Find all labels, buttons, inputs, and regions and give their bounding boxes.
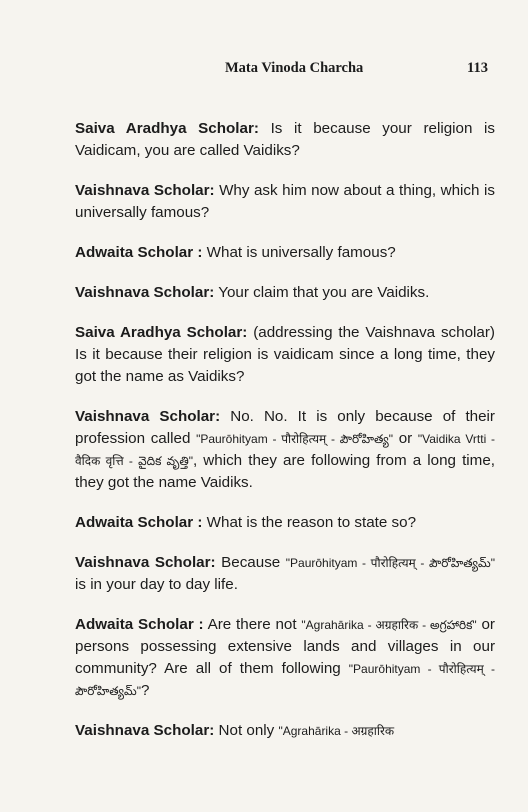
dialogue-paragraph — [75, 552, 495, 596]
speaker-name: Vaishnava Scholar: — [75, 408, 221, 425]
speaker-name: Adwaita Scholar : — [75, 616, 204, 633]
speaker-name: Saiva Aradhya Scholar: — [75, 120, 259, 137]
quoted-term: "Paurōhityam - पौरोहित्यम् - పౌరోహిత్యమ్" — [75, 662, 495, 698]
dialogue-paragraph — [75, 118, 495, 162]
speaker-name: Vaishnava Scholar: — [75, 284, 215, 301]
quoted-term: "Agrahārika - अग्रहारिक - అగ్రహారిక" — [301, 618, 477, 632]
speech-text: is in your day to day life. — [75, 576, 238, 593]
quoted-term: "Agrahārika - अग्रहारिक — [278, 724, 395, 738]
speaker-name: Saiva Aradhya Scholar: — [75, 324, 248, 341]
quoted-term: "Paurōhityam - पौरोहित्यम् - పౌరోహిత్య" — [196, 432, 394, 446]
speech-text: Because — [221, 554, 281, 571]
dialogue-paragraph — [75, 720, 495, 742]
speaker-name: Adwaita Scholar : — [75, 244, 203, 261]
speech-text: (addressing the Vaishnava scholar) Is it because their religion is vaidicam since a long time, they got the name as Vaidiks? — [75, 324, 495, 385]
speaker-name: Vaishnava Scholar: — [75, 722, 215, 739]
speech-text: Is it because your religion is Vaidicam, you are called Vaidiks? — [75, 120, 495, 159]
dialogue-paragraph — [75, 614, 495, 702]
dialogue-paragraph — [75, 512, 495, 534]
speech-text: No. No. It is only because of their profession called — [75, 408, 495, 447]
speech-text: Not only — [218, 722, 275, 739]
running-title: Mata Vinoda Charcha — [225, 60, 364, 76]
dialogue-paragraph — [75, 406, 495, 494]
speaker-name: Adwaita Scholar : — [75, 514, 203, 531]
dialogue-paragraph — [75, 242, 495, 264]
dialogue-paragraph — [75, 322, 495, 388]
running-header — [225, 60, 488, 77]
speaker-name: Vaishnava Scholar: — [75, 554, 216, 571]
dialogue-paragraph — [75, 180, 495, 224]
dialogue-text — [75, 118, 495, 760]
page-number: 113 — [467, 60, 488, 76]
speech-text: , which they are following from a long time, they got the name Vaidiks. — [75, 452, 495, 491]
dialogue-paragraph — [75, 282, 495, 304]
speech-text: Are there not — [207, 616, 297, 633]
quoted-term: "Vaidika Vrtti - वैदिक वृत्ति - వైదిక వృత్తి" — [75, 432, 495, 468]
speech-text: ? — [140, 682, 150, 699]
speech-text: or — [398, 430, 413, 447]
speaker-name: Vaishnava Scholar: — [75, 182, 215, 199]
quoted-term: "Paurōhityam - पौरोहित्यम् - పౌరోహిత్యమ్" — [285, 556, 495, 570]
speech-text: What is universally famous? — [206, 244, 396, 261]
speech-text: Your claim that you are Vaidiks. — [218, 284, 430, 301]
speech-text: Why ask him now about a thing, which is universally famous? — [75, 182, 495, 221]
speech-text: or persons possessing extensive lands and villages in our community? Are all of them following — [75, 616, 495, 677]
speech-text: What is the reason to state so? — [206, 514, 417, 531]
